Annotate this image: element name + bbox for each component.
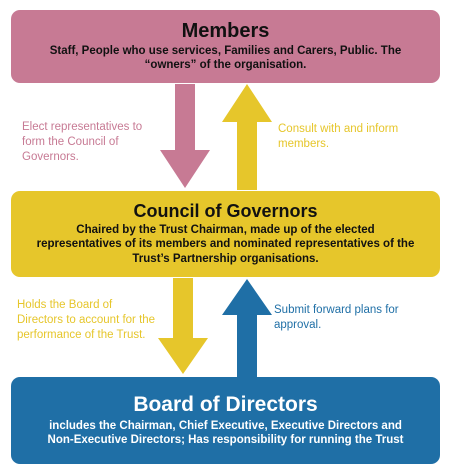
down-arrow-members-to-council xyxy=(160,84,210,190)
up-arrow-council-to-members xyxy=(222,84,272,190)
board-title: Board of Directors xyxy=(133,392,318,416)
council-title: Council of Governors xyxy=(133,200,318,221)
board-description: includes the Chairman, Chief Executive, Executive Directors and Non-Executive Directors; Has responsibility for running the Trust xyxy=(47,419,404,447)
holds-label: Holds the Board of Directors to account for the performance of the Trust. xyxy=(17,299,156,341)
council-box xyxy=(11,191,440,277)
submit-label: Submit forward plans for approval. xyxy=(274,304,399,331)
council-description: Chaired by the Trust Chairman, made up of the elected representatives of its members and nominated representatives of the Trust’s Partnership organisations. xyxy=(36,223,415,265)
elect-label: Elect representatives to form the Council of Governors. xyxy=(22,121,143,163)
board-box xyxy=(11,377,440,464)
down-arrow-council-to-board xyxy=(158,278,208,376)
members-box xyxy=(11,10,440,83)
members-description: Staff, People who use services, Families and Carers, Public. The “owners” of the organisation. xyxy=(49,44,402,71)
members-title: Members xyxy=(181,19,270,42)
consult-label: Consult with and inform members. xyxy=(278,123,399,150)
up-arrow-board-to-council xyxy=(222,279,272,377)
